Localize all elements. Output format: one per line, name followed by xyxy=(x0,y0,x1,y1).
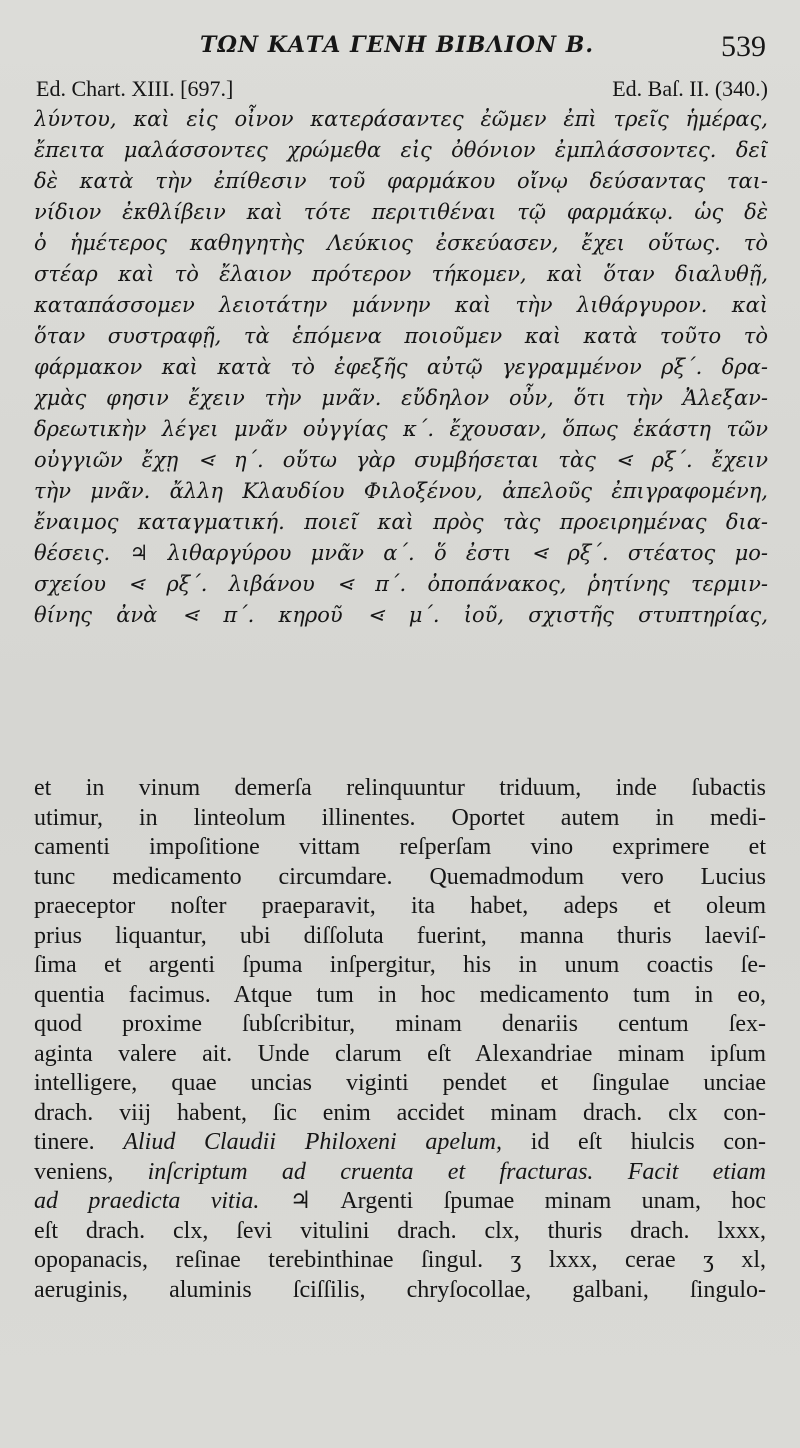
latin-line xyxy=(34,1187,766,1217)
greek-line: οὐγγιῶν ἔχῃ ⋖ η΄. οὕτω γὰρ συμβήσεται τὰς ⋖ ρξ΄. ἔχειν xyxy=(34,448,768,472)
greek-line: θίνης ἀνὰ ⋖ π΄. κηροῦ ⋖ μ΄. ἰοῦ, σχιστῆς στυπτηρίας, xyxy=(34,603,768,627)
page-number: 539 xyxy=(721,30,766,63)
latin-italic-text: ad praedicta vitia. xyxy=(34,1188,260,1214)
latin-line: ſima et argenti ſpuma inſpergitur, his in unum coactis ſe- xyxy=(34,952,766,978)
greek-line: δρεωτικὴν λέγει μνᾶν οὐγγίας κ΄. ἔχουσαν, ὅπως ἑκάστη τῶν xyxy=(34,417,768,441)
latin-line: praeceptor noſter praeparavit, ita habet, adeps et oleum xyxy=(34,893,766,919)
greek-line: χμὰς φησιν ἔχειν τὴν μνᾶν. εὔδηλον οὖν, ὅτι τὴν Ἀλεξαν- xyxy=(34,386,768,410)
running-head xyxy=(0,30,800,66)
latin-line: quentia facimus. Atque tum in hoc medicamento tum in eo, xyxy=(34,981,766,1008)
latin-line: eſt drach. clx, ſevi vitulini drach. clx, thuris drach. lxxx, xyxy=(34,1217,766,1244)
greek-line: φάρμακον καὶ κατὰ τὸ ἐφεξῆς αὐτῷ γεγραμμένον ρξ΄. δρα- xyxy=(34,355,768,379)
latin-line xyxy=(34,1128,766,1158)
greek-line: στέαρ καὶ τὸ ἔλαιον πρότερον τήκομεν, καὶ ὅταν διαλυθῇ, xyxy=(34,262,768,286)
greek-line: τὴν μνᾶν. ἄλλη Κλαυδίου Φιλοξένου, ἀπελοῦς ἐπιγραφομένη, xyxy=(34,479,768,503)
latin-line xyxy=(34,1158,766,1188)
latin-line: quod proxime ſubſcribitur, minam denariis centum ſex- xyxy=(34,1011,766,1037)
latin-line: aeruginis, aluminis ſciſſilis, chryſocollae, galbani, ſingulo- xyxy=(34,1276,766,1303)
edition-reference-line xyxy=(36,76,768,106)
greek-line: ἔναιμος καταγματική. ποιεῖ καὶ πρὸς τὰς προειρημένας δια- xyxy=(34,510,768,534)
greek-line: θέσεις. ♃ λιθαργύρου μνᾶν α΄. ὅ ἐστι ⋖ ρξ΄. στέατος μο- xyxy=(34,541,768,565)
latin-line: et in vinum demerſa relinquuntur triduum, inde ſubactis xyxy=(34,775,766,801)
latin-line: opopanacis, reſinae terebinthinae ſingul. ʒ lxxx, cerae ʒ xl, xyxy=(34,1247,766,1273)
edition-chartier-ref: Ed. Chart. XIII. [697.] xyxy=(36,76,234,101)
latin-text: tinere. xyxy=(34,1129,95,1155)
greek-line: ὁ ἡμέτερος καθηγητὴς Λεύκιος ἐσκεύασεν, ἔχει οὕτως. τὸ xyxy=(34,231,768,255)
latin-text: veniens, xyxy=(34,1158,148,1185)
latin-line: aginta valere ait. Unde clarum eſt Alexandriae minam ipſum xyxy=(34,1040,766,1067)
latin-italic-text: inſcriptum ad cruenta et fracturas. Facit etiam xyxy=(147,1158,766,1185)
greek-line: ὅταν συστραφῇ, τὰ ἑπόμενα ποιοῦμεν καὶ κατὰ τοῦτο τὸ xyxy=(34,324,768,348)
latin-line: utimur, in linteolum illinentes. Oportet autem in medi- xyxy=(34,804,766,831)
greek-line: σχείου ⋖ ρξ΄. λιβάνου ⋖ π΄. ὀποπάνακος, ῥητίνης τερμιν- xyxy=(34,572,768,596)
latin-line: tunc medicamento circumdare. Quemadmodum vero Lucius xyxy=(34,863,766,890)
latin-line: prius liquantur, ubi diſſoluta fuerint, manna thuris laeviſ- xyxy=(34,922,766,949)
latin-line: camenti impoſitione vittam reſperſam vino exprimere et xyxy=(34,834,766,860)
latin-line: intelligere, quae uncias viginti pendet et ſingulae unciae xyxy=(34,1070,766,1096)
greek-line: νίδιον ἐκθλίβειν καὶ τότε περιτιθέναι τῷ φαρμάκῳ. ὡς δὲ xyxy=(34,200,768,224)
greek-line: καταπάσσομεν λειοτάτην μάννην καὶ τὴν λιθάργυρον. καὶ xyxy=(34,293,768,317)
latin-line: drach. viij habent, ſic enim accidet minam drach. clx con- xyxy=(34,1099,766,1126)
latin-text: id eſt hiulcis con- xyxy=(530,1129,766,1155)
greek-line: ἔπειτα μαλάσσοντες χρώμεθα εἰς ὀθόνιον ἐμπλάσσοντες. δεῖ xyxy=(34,138,768,162)
latin-text-block xyxy=(34,774,766,1305)
latin-text: ♃ Argenti ſpumae minam unam, hoc xyxy=(289,1188,766,1214)
running-title: ΤΩΝ ΚΑΤΑ ΓΕΝΗ ΒΙΒΛΙΟΝ Β. xyxy=(200,32,594,58)
edition-basel-ref: Ed. Baſ. II. (340.) xyxy=(612,76,768,101)
greek-text-block xyxy=(34,104,768,631)
greek-line: δὲ κατὰ τὴν ἐπίθεσιν τοῦ φαρμάκου οἴνῳ δεύσαντας ται- xyxy=(34,169,768,193)
latin-italic-heading: Aliud Claudii Philoxeni apelum, xyxy=(123,1129,502,1155)
greek-line: λύντου, καὶ εἰς οἶνον κατεράσαντες ἐῶμεν ἐπὶ τρεῖς ἡμέρας, xyxy=(34,107,768,131)
